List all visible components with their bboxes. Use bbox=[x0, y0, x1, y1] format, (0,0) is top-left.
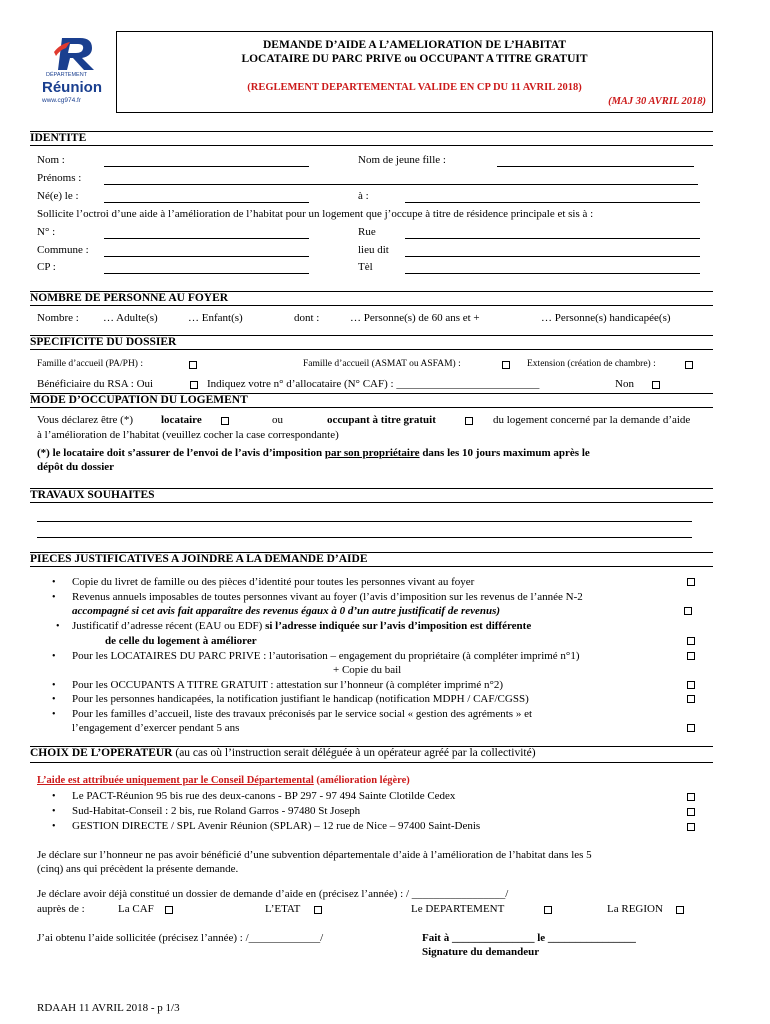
section-foyer bbox=[30, 291, 713, 306]
nom-jeune-fille-label: Nom de jeune fille : bbox=[358, 154, 446, 166]
section-pieces bbox=[30, 552, 713, 567]
logo-reunion-label: Réunion bbox=[42, 79, 102, 96]
vous-declarez-label: Vous déclarez être (*) bbox=[37, 414, 133, 426]
declaration-1b: (cinq) ans qui précèdent la présente demande. bbox=[37, 863, 239, 875]
footer-ref: RDAAH 11 AVRIL 2018 - p 1/3 bbox=[37, 1002, 180, 1014]
extension-label: Extension (création de chambre) : bbox=[527, 359, 656, 369]
department-logo bbox=[40, 34, 110, 109]
piece-3 bbox=[72, 620, 531, 632]
prenoms-field[interactable] bbox=[104, 184, 698, 185]
commune-label: Commune : bbox=[37, 244, 89, 256]
aupres-label: auprès de : bbox=[37, 903, 85, 915]
bullet-icon: • bbox=[52, 806, 56, 817]
ou-label: ou bbox=[272, 414, 283, 426]
bullet-icon: • bbox=[52, 592, 56, 603]
piece-4b: + Copie du bail bbox=[333, 664, 402, 676]
commune-field[interactable] bbox=[104, 256, 309, 257]
piece-4: Pour les LOCATAIRES DU PARC PRIVE : l’autorisation – engagement du propriétaire (à compléter imprimé n°1) bbox=[72, 650, 580, 662]
bullet-icon: • bbox=[56, 621, 60, 632]
seniors-field[interactable]: … Personne(s) de 60 ans et + bbox=[350, 312, 480, 324]
piece-2: Revenus annuels imposables de toutes personnes vivant au foyer (l’avis d’imposition sur les revenus de l’année N-2 bbox=[72, 591, 583, 603]
rsa-non-checkbox[interactable] bbox=[652, 381, 660, 389]
operateur-1: Le PACT-Réunion 95 bis rue des deux-canons - BP 297 - 97 494 Sainte Clotilde Cedex bbox=[72, 790, 456, 802]
aide-note bbox=[37, 775, 410, 786]
piece-5: Pour les OCCUPANTS A TITRE GRATUIT : attestation sur l’honneur (à compléter imprimé n°2) bbox=[72, 679, 504, 691]
declaration-2: Je déclare avoir déjà constitué un dossier de demande d’aide en (précisez l’année) : / _________________/ bbox=[37, 888, 509, 900]
section-specificite-title: SPECIFICITE DU DOSSIER bbox=[30, 336, 177, 348]
aide-note-underlined: L’aide est attribuée uniquement par le Conseil Départemental bbox=[37, 775, 314, 786]
dont-label: dont : bbox=[294, 312, 320, 324]
note-part-1: (*) le locataire doit s’assurer de l’envoi de l’avis d’imposition bbox=[37, 447, 323, 459]
departement-label: Le DEPARTEMENT bbox=[411, 903, 505, 915]
famille-asmat-label: Famille d’accueil (ASMAT ou ASFAM) : bbox=[303, 359, 461, 369]
famille-pa-checkbox[interactable] bbox=[189, 361, 197, 369]
tel-field[interactable] bbox=[405, 273, 700, 274]
section-occupation-title: MODE D’OCCUPATION DU LOGEMENT bbox=[30, 394, 248, 406]
section-operateur-title: CHOIX DE L’OPERATEUR bbox=[30, 747, 173, 759]
prenoms-label: Prénoms : bbox=[37, 172, 82, 184]
operateur-3: GESTION DIRECTE / SPL Avenir Réunion (SPLAR) – 12 rue de Nice – 97400 Saint-Denis bbox=[72, 820, 481, 832]
lieu-dit-label: lieu dit bbox=[358, 244, 389, 256]
extension-checkbox[interactable] bbox=[685, 361, 693, 369]
aide-note-rest: (amélioration légère) bbox=[316, 775, 410, 786]
ne-le-field[interactable] bbox=[104, 202, 309, 203]
operateur-2: Sud-Habitat-Conseil : 2 bis, rue Roland Garros - 97480 St Joseph bbox=[72, 805, 361, 817]
travaux-line-2[interactable] bbox=[37, 537, 692, 538]
piece-3a: Justificatif d’adresse récent (EAU ou EDF) bbox=[72, 620, 263, 632]
nombre-label: Nombre : bbox=[37, 312, 79, 324]
section-identite bbox=[30, 131, 713, 146]
occupation-note bbox=[37, 447, 590, 459]
note-part-2: dans les 10 jours maximum après le bbox=[422, 447, 590, 459]
bullet-icon: • bbox=[52, 680, 56, 691]
enfants-field[interactable]: … Enfant(s) bbox=[188, 312, 243, 324]
tel-label: Tèl bbox=[358, 261, 373, 273]
lieu-naissance-label: à : bbox=[358, 190, 369, 202]
piece-3-checkbox[interactable] bbox=[687, 637, 695, 645]
ne-le-label: Né(e) le : bbox=[37, 190, 79, 202]
declaration-1a: Je déclare sur l’honneur ne pas avoir bénéficié d’une subvention départementale d’aide à l’amélioration de l’habitat dans les 5 bbox=[37, 849, 592, 861]
famille-asmat-checkbox[interactable] bbox=[502, 361, 510, 369]
famille-pa-label: Famille d’accueil (PA/PH) : bbox=[37, 359, 143, 369]
etat-checkbox[interactable] bbox=[314, 906, 322, 914]
rue-label: Rue bbox=[358, 226, 376, 238]
section-operateur bbox=[30, 746, 713, 763]
rsa-caf-field[interactable]: Indiquez votre n° d’allocataire (N° CAF) : __________________________ bbox=[207, 378, 540, 390]
section-identite-title: IDENTITE bbox=[30, 132, 87, 144]
region-label: La REGION bbox=[607, 903, 663, 915]
handicap-field[interactable]: … Personne(s) handicapée(s) bbox=[541, 312, 671, 324]
cp-label: CP : bbox=[37, 261, 56, 273]
travaux-line-1[interactable] bbox=[37, 521, 692, 522]
operateur-3-checkbox[interactable] bbox=[687, 823, 695, 831]
bullet-icon: • bbox=[52, 577, 56, 588]
rsa-label: Bénéficiaire du RSA : Oui bbox=[37, 378, 154, 390]
caf-label: La CAF bbox=[118, 903, 154, 915]
bullet-icon: • bbox=[52, 694, 56, 705]
cocher-text: à l’amélioration de l’habitat (veuillez cocher la case correspondante) bbox=[37, 429, 339, 441]
numero-field[interactable] bbox=[104, 238, 309, 239]
obtenu-text: J’ai obtenu l’aide sollicitée (précisez l’année) : /_____________/ bbox=[37, 932, 324, 944]
piece-6-checkbox[interactable] bbox=[687, 695, 695, 703]
piece-1-checkbox[interactable] bbox=[687, 578, 695, 586]
section-pieces-title: PIECES JUSTIFICATIVES A JOINDRE A LA DEMANDE D’AIDE bbox=[30, 553, 368, 565]
title-line-1: DEMANDE D’AIDE A L’AMELIORATION DE L’HABITAT bbox=[263, 39, 566, 51]
reglement-line: (REGLEMENT DEPARTEMENTAL VALIDE EN CP DU 11 AVRIL 2018) bbox=[247, 82, 582, 93]
bullet-icon: • bbox=[52, 791, 56, 802]
departement-checkbox[interactable] bbox=[544, 906, 552, 914]
title-line-2: LOCATAIRE DU PARC PRIVE ou OCCUPANT A TITRE GRATUIT bbox=[241, 53, 588, 65]
sollicite-text: Sollicite l’octroi d’une aide à l’amélioration de l’habitat pour un logement que j’occupe à titre de résidence principale et sis à : bbox=[37, 208, 594, 220]
operateur-1-checkbox[interactable] bbox=[687, 793, 695, 801]
logo-website: www.cg974.fr bbox=[42, 97, 82, 104]
note-underlined: par son propriétaire bbox=[324, 447, 420, 459]
piece-6: Pour les personnes handicapées, la notification justifiant le handicap (notification MDPH / CAF/CGSS) bbox=[72, 693, 529, 705]
section-travaux-title: TRAVAUX SOUHAITES bbox=[30, 489, 155, 501]
bullet-icon: • bbox=[52, 821, 56, 832]
piece-2-checkbox[interactable] bbox=[684, 607, 692, 615]
rsa-non-label: Non bbox=[615, 378, 634, 390]
cp-field[interactable] bbox=[104, 273, 309, 274]
nom-jeune-fille-field[interactable] bbox=[497, 166, 694, 167]
section-specificite bbox=[30, 335, 713, 350]
locataire-checkbox[interactable] bbox=[221, 417, 229, 425]
piece-5-checkbox[interactable] bbox=[687, 681, 695, 689]
lieu-naissance-field[interactable] bbox=[405, 202, 700, 203]
lieu-dit-field[interactable] bbox=[405, 256, 700, 257]
fait-a-field[interactable]: Fait à _______________ le ________________ bbox=[422, 932, 636, 944]
region-checkbox[interactable] bbox=[676, 906, 684, 914]
logo-department-label: DÉPARTEMENT bbox=[46, 72, 88, 78]
caf-checkbox[interactable] bbox=[165, 906, 173, 914]
bullet-icon: • bbox=[52, 651, 56, 662]
piece-7-checkbox[interactable] bbox=[687, 724, 695, 732]
header-box bbox=[116, 31, 713, 113]
piece-3b: si l’adresse indiquée sur l’avis d’imposition est différente bbox=[265, 620, 532, 632]
maj-date: (MAJ 30 AVRIL 2018) bbox=[608, 96, 706, 107]
piece-7: Pour les familles d’accueil, liste des travaux préconisés par le service social « gestion des agréments » et bbox=[72, 708, 533, 720]
section-operateur-note: (au cas où l’instruction serait déléguée à un opérateur agréé par la collectivité) bbox=[175, 747, 536, 759]
note-part-3: dépôt du dossier bbox=[37, 461, 115, 473]
rsa-oui-checkbox[interactable] bbox=[190, 381, 198, 389]
operateur-2-checkbox[interactable] bbox=[687, 808, 695, 816]
nom-label: Nom : bbox=[37, 154, 65, 166]
piece-2b: accompagné si cet avis fait apparaître des revenus égaux à 0 d’un autre justificatif de revenus) bbox=[72, 605, 501, 617]
occupant-label: occupant à titre gratuit bbox=[327, 414, 436, 426]
section-travaux bbox=[30, 488, 713, 503]
nom-field[interactable] bbox=[104, 166, 309, 167]
occupant-checkbox[interactable] bbox=[465, 417, 473, 425]
section-occupation bbox=[30, 393, 713, 408]
piece-7b: l’engagement d’exercer pendant 5 ans bbox=[72, 722, 240, 734]
bullet-icon: • bbox=[52, 709, 56, 720]
numero-label: N° : bbox=[37, 226, 56, 238]
locataire-label: locataire bbox=[161, 414, 202, 426]
logement-text: du logement concerné par la demande d’aide bbox=[493, 414, 691, 426]
piece-1: Copie du livret de famille ou des pièces d’identité pour toutes les personnes vivant au foyer bbox=[72, 576, 475, 588]
section-foyer-title: NOMBRE DE PERSONNE AU FOYER bbox=[30, 292, 229, 304]
piece-3c: de celle du logement à améliorer bbox=[105, 635, 257, 647]
etat-label: L’ETAT bbox=[265, 903, 301, 915]
rue-field[interactable] bbox=[405, 238, 700, 239]
adultes-field[interactable]: … Adulte(s) bbox=[103, 312, 158, 324]
piece-4-checkbox[interactable] bbox=[687, 652, 695, 660]
signature-label: Signature du demandeur bbox=[422, 946, 540, 958]
